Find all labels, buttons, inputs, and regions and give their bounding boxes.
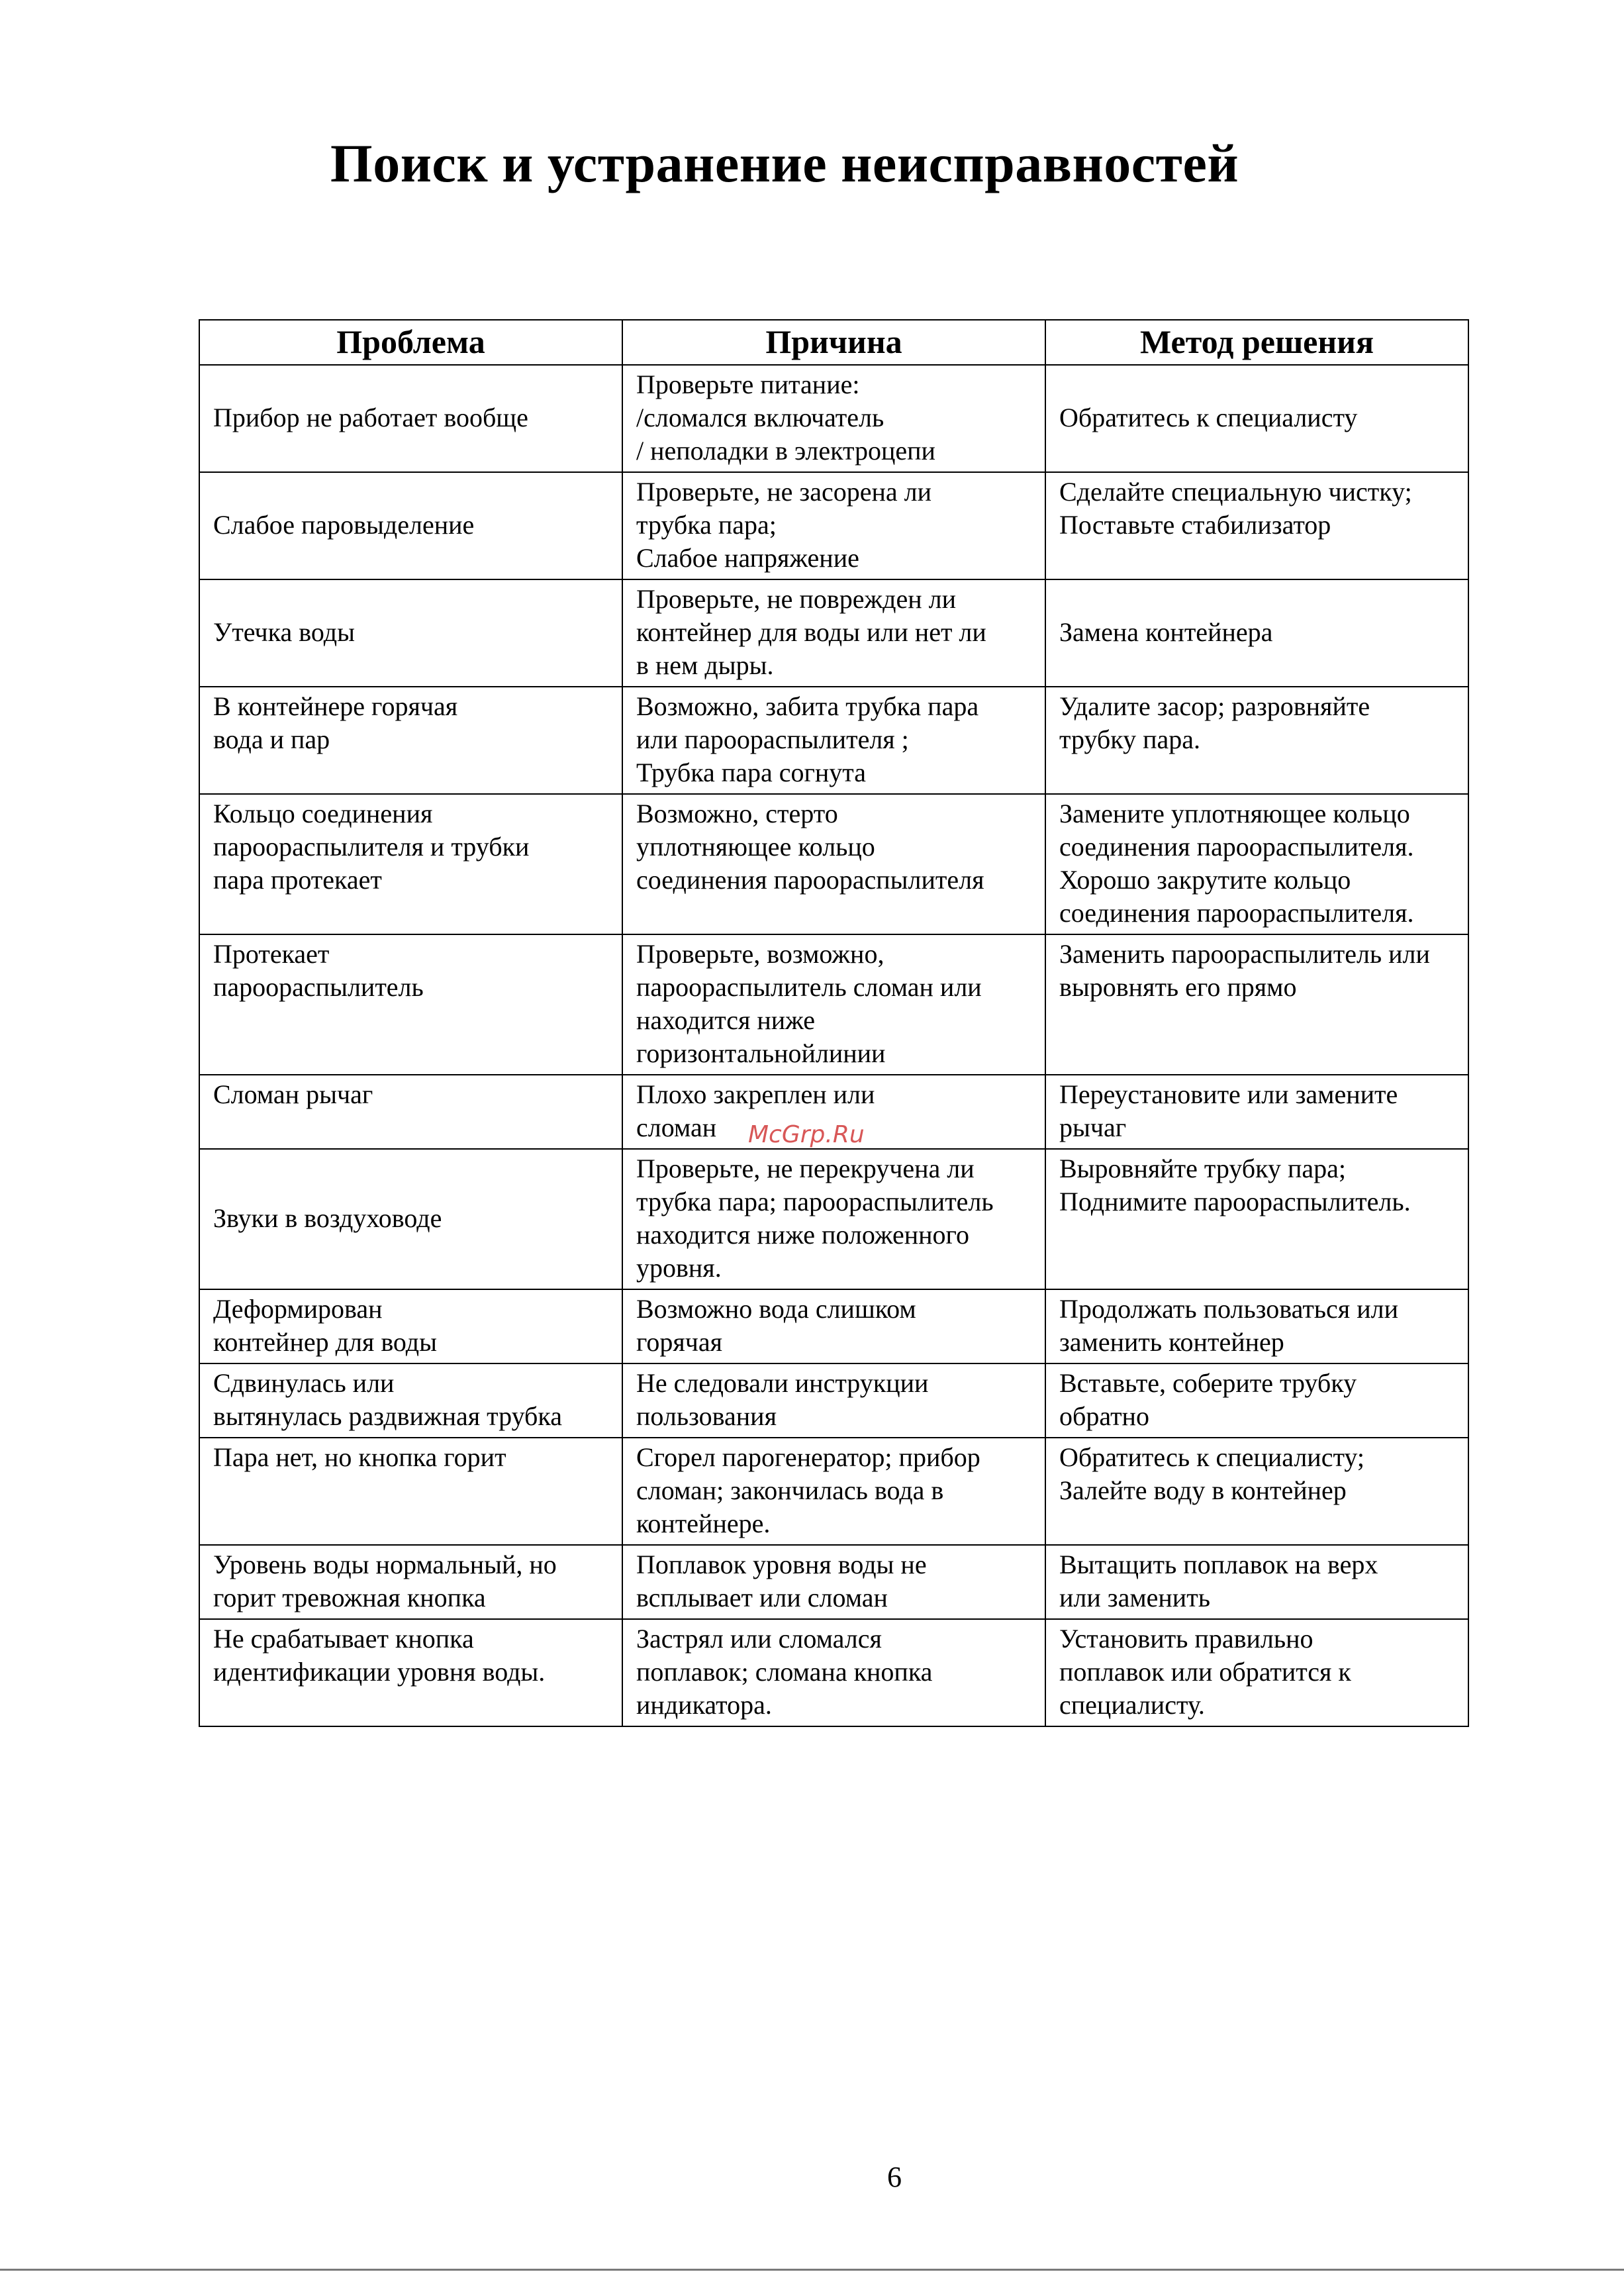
page-number: 6: [887, 2161, 902, 2193]
table-row: [199, 1289, 1468, 1363]
problem-cell: Слабое паровыделение: [199, 472, 622, 579]
solution-cell: Заменить пароораспылитель или выровнять его прямо: [1045, 934, 1468, 1075]
cause-cell: Поплавок уровня воды не всплывает или сломан: [622, 1545, 1045, 1619]
solution-cell: Переустановите или замените рычаг: [1045, 1075, 1468, 1149]
solution-cell: Замените уплотняющее кольцо соединения пароораспылителя. Хорошо закрутите кольцо соединения пароораспылителя.: [1045, 794, 1468, 934]
problem-cell: Звуки в воздуховоде: [199, 1149, 622, 1289]
cause-cell: Проверьте, возможно, пароораспылитель сломан или находится ниже горизонтальнойлинии: [622, 934, 1045, 1075]
cause-cell: Проверьте, не перекручена ли трубка пара; пароораспылитель находится ниже положенного уровня.: [622, 1149, 1045, 1289]
problem-cell: Деформирован контейнер для воды: [199, 1289, 622, 1363]
solution-cell: Установить правильно поплавок или обратится к специалисту.: [1045, 1619, 1468, 1726]
table-row: [199, 1545, 1468, 1619]
solution-cell: Сделайте специальную чистку; Поставьте стабилизатор: [1045, 472, 1468, 579]
problem-cell: Уровень воды нормальный, но горит тревожная кнопка: [199, 1545, 622, 1619]
table-row: [199, 365, 1468, 472]
cause-cell: Застрял или сломался поплавок; сломана кнопка индикатора.: [622, 1619, 1045, 1726]
table-row: [199, 934, 1468, 1075]
header-problem: Проблема: [199, 320, 622, 365]
solution-cell: Обратитесь к специалисту: [1045, 365, 1468, 472]
cause-cell: Проверьте, не засорена ли трубка пара; Слабое напряжение: [622, 472, 1045, 579]
problem-cell: Не срабатывает кнопка идентификации уровня воды.: [199, 1619, 622, 1726]
solution-cell: Замена контейнера: [1045, 579, 1468, 687]
problem-cell: Протекает пароораспылитель: [199, 934, 622, 1075]
solution-cell: Вытащить поплавок на верх или заменить: [1045, 1545, 1468, 1619]
troubleshooting-table: [199, 319, 1469, 1727]
cause-cell: Не следовали инструкции пользования: [622, 1363, 1045, 1438]
cause-cell: Возможно, забита трубка пара или пароораспылителя ; Трубка пара согнута: [622, 687, 1045, 794]
solution-cell: Вставьте, соберите трубку обратно: [1045, 1363, 1468, 1438]
header-solution: Метод решения: [1045, 320, 1468, 365]
problem-cell: Кольцо соединения пароораспылителя и трубки пара протекает: [199, 794, 622, 934]
page-title: Поиск и устранение неисправностей: [330, 133, 1239, 193]
header-cause: Причина: [622, 320, 1045, 365]
solution-cell: Обратитесь к специалисту; Залейте воду в контейнер: [1045, 1438, 1468, 1545]
table-row: [199, 579, 1468, 687]
table-row: [199, 1438, 1468, 1545]
problem-cell: Утечка воды: [199, 579, 622, 687]
bottom-divider: [0, 2269, 1624, 2271]
cause-cell: Возможно вода слишком горячая: [622, 1289, 1045, 1363]
cause-cell: Проверьте питание: /сломался включатель / неполадки в электроцепи: [622, 365, 1045, 472]
table-row: [199, 1363, 1468, 1438]
problem-cell: Сдвинулась или вытянулась раздвижная трубка: [199, 1363, 622, 1438]
solution-cell: Продолжать пользоваться или заменить контейнер: [1045, 1289, 1468, 1363]
solution-cell: Выровняйте трубку пара; Поднимите пароораспылитель.: [1045, 1149, 1468, 1289]
problem-cell: Сломан рычаг: [199, 1075, 622, 1149]
problem-cell: Прибор не работает вообще: [199, 365, 622, 472]
solution-cell: Удалите засор; разровняйте трубку пара.: [1045, 687, 1468, 794]
cause-cell: Сгорел парогенератор; прибор сломан; закончилась вода в контейнере.: [622, 1438, 1045, 1545]
problem-cell: В контейнере горячая вода и пар: [199, 687, 622, 794]
watermark-text: McGrp.Ru: [748, 1121, 865, 1148]
table-row: [199, 1149, 1468, 1289]
problem-cell: Пара нет, но кнопка горит: [199, 1438, 622, 1545]
cause-cell: Плохо закреплен или сломан: [622, 1075, 1045, 1149]
table-row: [199, 794, 1468, 934]
cause-cell: Возможно, стерто уплотняющее кольцо соединения пароораспылителя: [622, 794, 1045, 934]
table-header-row: [199, 320, 1468, 365]
table-row: [199, 472, 1468, 579]
table-row: [199, 1619, 1468, 1726]
cause-cell: Проверьте, не поврежден ли контейнер для воды или нет ли в нем дыры.: [622, 579, 1045, 687]
table-row: [199, 687, 1468, 794]
